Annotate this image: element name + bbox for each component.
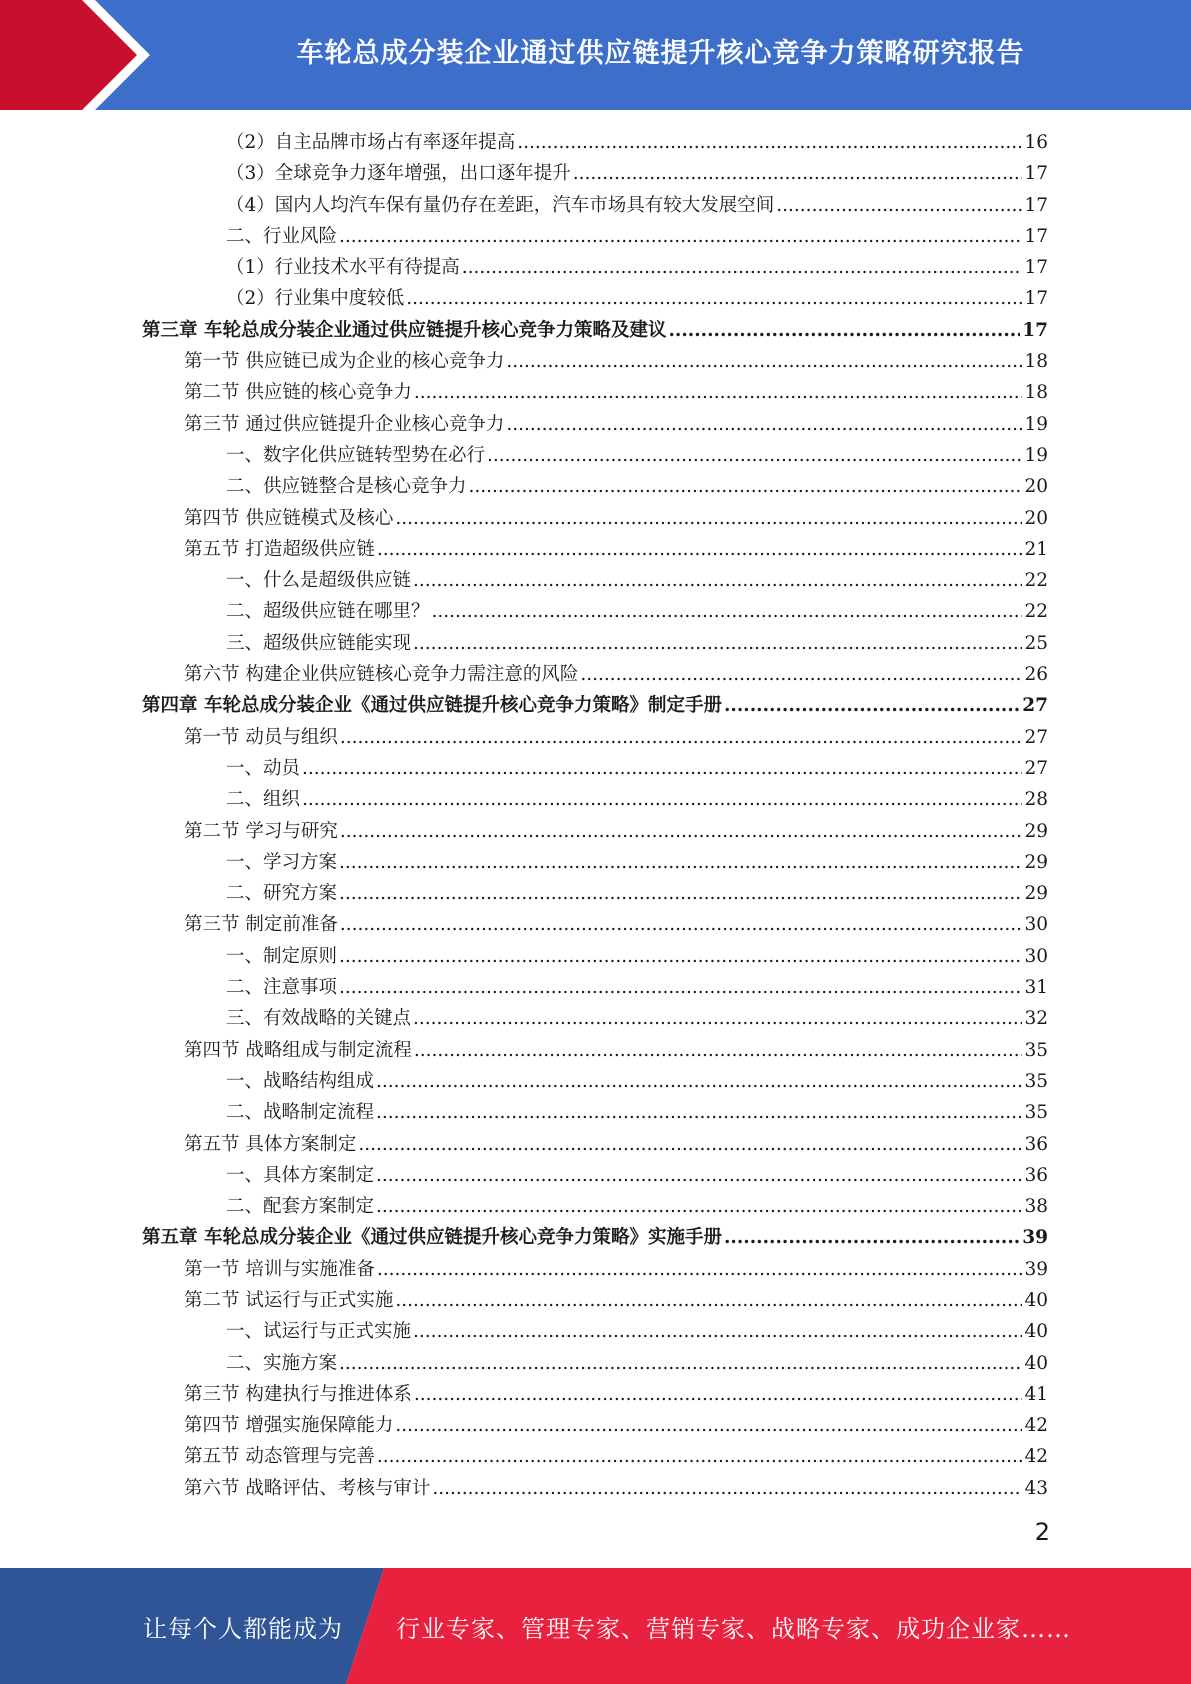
toc-entry-page: 22 — [1024, 601, 1048, 623]
toc-leader-dots — [395, 1285, 1022, 1316]
toc-entry-page: 18 — [1024, 351, 1048, 373]
toc-entry[interactable] — [142, 1441, 1048, 1472]
toc-entry-title: 一、数字化供应链转型势在必行 — [226, 444, 486, 466]
toc-entry-title: （1）行业技术水平有待提高 — [226, 257, 460, 279]
toc-leader-dots — [724, 1222, 1020, 1253]
toc-entry-page: 28 — [1024, 789, 1048, 811]
toc-entry[interactable] — [142, 158, 1048, 189]
toc-entry[interactable] — [142, 659, 1048, 690]
toc-entry-page: 16 — [1024, 132, 1048, 153]
toc-entry[interactable] — [142, 1316, 1048, 1347]
toc-entry-page: 29 — [1024, 883, 1048, 905]
toc-entry[interactable] — [142, 346, 1048, 377]
toc-leader-dots — [406, 283, 1022, 314]
toc-entry-page: 26 — [1024, 664, 1048, 686]
toc-entry[interactable] — [142, 1254, 1048, 1285]
toc-entry-page: 27 — [1022, 695, 1048, 717]
toc-entry-title: 第六节 战略评估、考核与审计 — [184, 1477, 431, 1499]
toc-entry-title: 三、有效战略的关键点 — [226, 1008, 412, 1030]
toc-leader-dots — [377, 1441, 1023, 1472]
toc-leader-dots — [339, 1348, 1022, 1379]
toc-entry-title: 第二节 供应链的核心竞争力 — [184, 382, 412, 404]
toc-leader-dots — [395, 1410, 1022, 1441]
toc-leader-dots — [340, 909, 1023, 940]
toc-entry[interactable] — [142, 1285, 1048, 1316]
toc-entry-page: 20 — [1024, 507, 1048, 529]
toc-leader-dots — [432, 596, 1023, 627]
toc-entry-page: 19 — [1024, 444, 1048, 466]
toc-entry-title: 第三节 通过供应链提升企业核心竞争力 — [184, 413, 505, 435]
toc-entry[interactable] — [142, 1129, 1048, 1160]
toc-entry-title: 一、动员 — [226, 757, 301, 779]
toc-entry[interactable] — [142, 1348, 1048, 1379]
toc-entry[interactable] — [142, 1222, 1048, 1253]
toc-leader-dots — [413, 628, 1022, 659]
toc-leader-dots — [339, 221, 1022, 252]
toc-entry-page: 29 — [1024, 820, 1048, 842]
toc-leader-dots — [302, 784, 1022, 815]
toc-entry-title: （2）自主品牌市场占有率逐年提高 — [226, 132, 516, 153]
toc-entry[interactable] — [142, 596, 1048, 627]
toc-entry-page: 42 — [1024, 1446, 1048, 1468]
toc-entry-title: （2）行业集中度较低 — [226, 288, 405, 310]
toc-entry[interactable] — [142, 283, 1048, 314]
toc-entry[interactable] — [142, 1160, 1048, 1191]
toc-entry-page: 40 — [1024, 1289, 1048, 1311]
toc-entry-page: 35 — [1024, 1070, 1048, 1092]
toc-entry[interactable] — [142, 628, 1048, 659]
toc-entry-title: 一、学习方案 — [226, 851, 338, 873]
toc-entry[interactable] — [142, 471, 1048, 502]
toc-entry-page: 27 — [1024, 726, 1048, 748]
toc-entry[interactable] — [142, 878, 1048, 909]
page-header — [0, 0, 1191, 110]
toc-entry-page: 17 — [1024, 225, 1048, 247]
toc-entry-page: 27 — [1024, 757, 1048, 779]
toc-leader-dots — [339, 941, 1022, 972]
toc-leader-dots — [376, 1191, 1022, 1222]
toc-entry-title: 第五节 具体方案制定 — [184, 1133, 357, 1155]
toc-entry-page: 39 — [1024, 1258, 1048, 1280]
page-footer — [0, 1568, 1191, 1684]
toc-entry-title: 二、战略制定流程 — [226, 1102, 375, 1124]
toc-entry-title: 第四节 增强实施保障能力 — [184, 1415, 394, 1437]
toc-entry-title: （4）国内人均汽车保有量仍存在差距，汽车市场具有较大发展空间 — [226, 194, 775, 216]
toc-entry-page: 35 — [1024, 1039, 1048, 1061]
toc-entry-page: 31 — [1024, 977, 1048, 999]
toc-entry-page: 42 — [1024, 1415, 1048, 1437]
toc-leader-dots — [413, 565, 1022, 596]
toc-entry-page: 22 — [1024, 570, 1048, 592]
toc-entry-title: 第四节 供应链模式及核心 — [184, 507, 394, 529]
table-of-contents — [142, 127, 1048, 1504]
toc-entry-title: 一、制定原则 — [226, 945, 338, 967]
toc-entry[interactable] — [142, 722, 1048, 753]
footer-roles: 行业专家、管理专家、营销专家、战略专家、成功企业家…… — [396, 1614, 1071, 1643]
toc-leader-dots — [376, 1066, 1022, 1097]
toc-entry[interactable] — [142, 315, 1048, 346]
toc-entry-title: 二、注意事项 — [226, 977, 338, 999]
toc-entry-page: 35 — [1024, 1102, 1048, 1124]
toc-entry-title: 第一节 培训与实施准备 — [184, 1258, 375, 1280]
toc-entry[interactable] — [142, 816, 1048, 847]
toc-entry-page: 38 — [1024, 1196, 1048, 1218]
toc-leader-dots — [776, 190, 1022, 221]
toc-leader-dots — [573, 158, 1023, 189]
toc-entry-page: 17 — [1024, 194, 1048, 216]
toc-entry[interactable] — [142, 440, 1048, 471]
toc-leader-dots — [517, 127, 1022, 158]
toc-entry[interactable] — [142, 503, 1048, 534]
toc-entry-title: 第五章 车轮总成分装企业《通过供应链提升核心竞争力策略》实施手册 — [142, 1227, 722, 1249]
toc-leader-dots — [580, 659, 1022, 690]
toc-entry-title: 第三节 制定前准备 — [184, 914, 338, 936]
toc-leader-dots — [506, 346, 1022, 377]
toc-entry[interactable] — [142, 847, 1048, 878]
toc-entry-title: 第六节 构建企业供应链核心竞争力需注意的风险 — [184, 664, 579, 686]
toc-entry-title: 第五节 动态管理与完善 — [184, 1446, 375, 1468]
toc-entry-page: 30 — [1024, 945, 1048, 967]
toc-entry-title: 第四节 战略组成与制定流程 — [184, 1039, 412, 1061]
toc-entry-title: 二、组织 — [226, 789, 301, 811]
toc-entry[interactable] — [142, 1066, 1048, 1097]
toc-entry-page: 18 — [1024, 382, 1048, 404]
toc-entry-page: 41 — [1024, 1383, 1048, 1405]
toc-entry[interactable] — [142, 941, 1048, 972]
toc-entry-page: 43 — [1024, 1477, 1048, 1499]
toc-leader-dots — [340, 722, 1023, 753]
toc-entry-title: 二、研究方案 — [226, 883, 338, 905]
toc-leader-dots — [414, 1379, 1023, 1410]
toc-entry-page: 36 — [1024, 1164, 1048, 1186]
toc-entry-title: 第三章 车轮总成分装企业通过供应链提升核心竞争力策略及建议 — [142, 319, 667, 341]
header-arrow-decoration — [0, 0, 150, 110]
toc-leader-dots — [376, 1160, 1022, 1191]
toc-leader-dots — [376, 1097, 1022, 1128]
toc-leader-dots — [377, 1254, 1023, 1285]
toc-entry[interactable] — [142, 784, 1048, 815]
toc-leader-dots — [413, 1316, 1022, 1347]
toc-entry[interactable] — [142, 221, 1048, 252]
toc-leader-dots — [414, 1035, 1023, 1066]
toc-leader-dots — [340, 816, 1023, 847]
toc-leader-dots — [432, 1473, 1022, 1504]
toc-entry-page: 25 — [1024, 632, 1048, 654]
toc-entry[interactable] — [142, 565, 1048, 596]
toc-entry-title: 第三节 构建执行与推进体系 — [184, 1383, 412, 1405]
toc-entry[interactable] — [142, 190, 1048, 221]
toc-leader-dots — [377, 534, 1023, 565]
toc-entry-title: 一、什么是超级供应链 — [226, 570, 412, 592]
toc-entry-page: 20 — [1024, 476, 1048, 498]
toc-entry-page: 40 — [1024, 1352, 1048, 1374]
toc-leader-dots — [358, 1129, 1022, 1160]
toc-entry[interactable] — [142, 1035, 1048, 1066]
toc-leader-dots — [487, 440, 1022, 471]
toc-entry-title: 二、实施方案 — [226, 1352, 338, 1374]
toc-entry[interactable] — [142, 1473, 1048, 1504]
toc-entry[interactable] — [142, 409, 1048, 440]
toc-entry-title: 第一节 供应链已成为企业的核心竞争力 — [184, 351, 505, 373]
toc-entry-page: 19 — [1024, 413, 1048, 435]
toc-leader-dots — [339, 972, 1022, 1003]
toc-entry-title: 一、战略结构组成 — [226, 1070, 375, 1092]
toc-entry-title: 二、配套方案制定 — [226, 1196, 375, 1218]
toc-entry-page: 17 — [1024, 163, 1048, 185]
toc-entry[interactable] — [142, 1003, 1048, 1034]
toc-entry[interactable] — [142, 690, 1048, 721]
toc-entry-page: 39 — [1022, 1227, 1048, 1249]
toc-leader-dots — [413, 1003, 1022, 1034]
toc-entry-page: 17 — [1024, 257, 1048, 279]
toc-entry-title: 一、试运行与正式实施 — [226, 1321, 412, 1343]
toc-entry[interactable] — [142, 972, 1048, 1003]
toc-entry[interactable] — [142, 1191, 1048, 1222]
page-number: 2 — [1034, 1518, 1050, 1546]
toc-entry-page: 40 — [1024, 1321, 1048, 1343]
toc-entry-title: 第一节 动员与组织 — [184, 726, 338, 748]
toc-entry-title: 一、具体方案制定 — [226, 1164, 375, 1186]
toc-entry-title: 二、超级供应链在哪里？ — [226, 601, 430, 623]
toc-leader-dots — [462, 252, 1023, 283]
toc-entry[interactable] — [142, 1097, 1048, 1128]
toc-entry-title: 第四章 车轮总成分装企业《通过供应链提升核心竞争力策略》制定手册 — [142, 695, 722, 717]
toc-leader-dots — [395, 503, 1022, 534]
toc-entry-page: 36 — [1024, 1133, 1048, 1155]
toc-leader-dots — [469, 471, 1023, 502]
toc-leader-dots — [339, 878, 1022, 909]
toc-entry[interactable] — [142, 1379, 1048, 1410]
toc-entry-page: 17 — [1024, 288, 1048, 310]
toc-entry-page: 17 — [1022, 319, 1048, 341]
toc-leader-dots — [339, 847, 1022, 878]
toc-entry-title: （3）全球竞争力逐年增强，出口逐年提升 — [226, 163, 571, 185]
toc-entry[interactable] — [142, 753, 1048, 784]
toc-leader-dots — [668, 315, 1020, 346]
toc-entry-page: 29 — [1024, 851, 1048, 873]
toc-entry-title: 二、行业风险 — [226, 225, 338, 247]
toc-entry[interactable] — [142, 377, 1048, 408]
toc-entry[interactable] — [142, 127, 1048, 158]
toc-leader-dots — [724, 690, 1020, 721]
toc-entry-title: 第二节 学习与研究 — [184, 820, 338, 842]
report-title: 车轮总成分装企业通过供应链提升核心竞争力策略研究报告 — [296, 37, 1025, 69]
toc-entry-page: 21 — [1024, 538, 1048, 560]
toc-entry-title: 三、超级供应链能实现 — [226, 632, 412, 654]
toc-entry-page: 30 — [1024, 914, 1048, 936]
toc-leader-dots — [506, 409, 1022, 440]
footer-slogan: 让每个人都能成为 — [143, 1614, 343, 1643]
toc-entry-page: 32 — [1024, 1008, 1048, 1030]
toc-entry[interactable] — [142, 252, 1048, 283]
toc-leader-dots — [302, 753, 1022, 784]
toc-entry-title: 第二节 试运行与正式实施 — [184, 1289, 394, 1311]
toc-entry[interactable] — [142, 909, 1048, 940]
toc-entry[interactable] — [142, 534, 1048, 565]
toc-leader-dots — [414, 377, 1023, 408]
toc-entry-title: 二、供应链整合是核心竞争力 — [226, 476, 467, 498]
toc-entry[interactable] — [142, 1410, 1048, 1441]
toc-entry-title: 第五节 打造超级供应链 — [184, 538, 375, 560]
